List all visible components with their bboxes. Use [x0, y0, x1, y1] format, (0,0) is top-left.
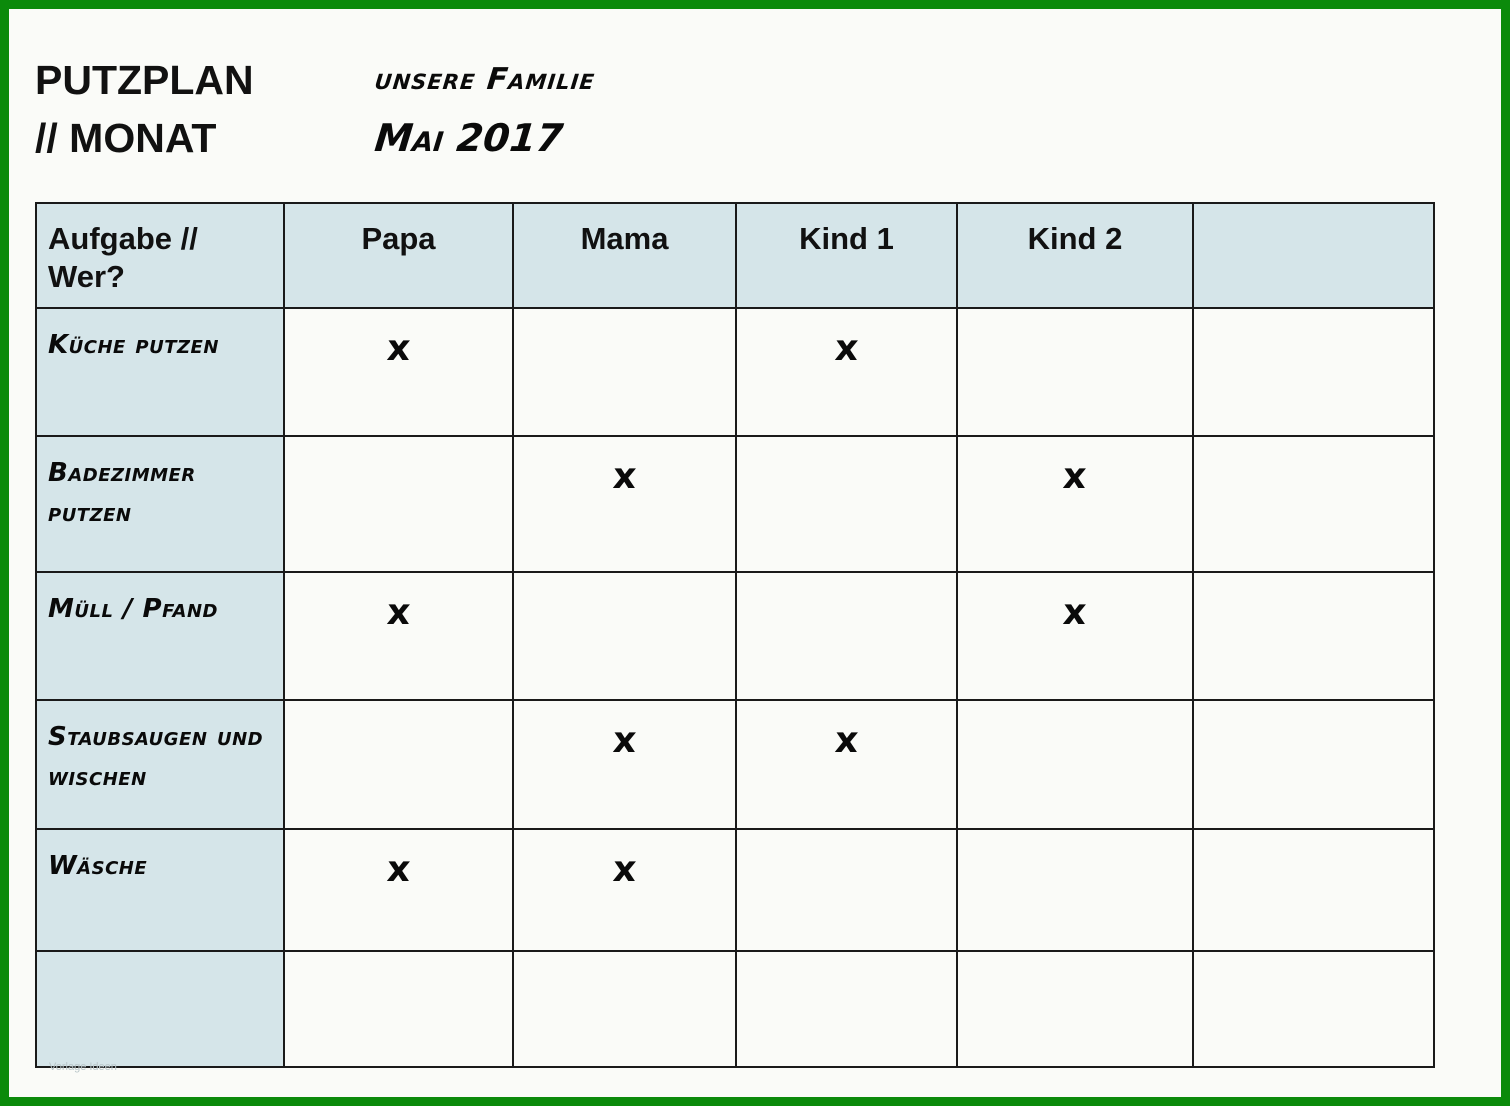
assignment-cell[interactable] — [736, 308, 957, 436]
task-label — [36, 951, 284, 1067]
check-mark: x — [833, 328, 860, 369]
assignment-cell[interactable] — [957, 572, 1193, 700]
assignment-cell[interactable] — [1193, 308, 1434, 436]
table-header-row — [36, 203, 1434, 308]
page-title — [35, 51, 254, 167]
assignment-cell[interactable] — [736, 436, 957, 572]
assignment-cell[interactable] — [513, 700, 736, 829]
assignment-cell[interactable] — [513, 829, 736, 951]
table-row — [36, 436, 1434, 572]
check-mark: x — [385, 592, 412, 633]
assignment-cell[interactable] — [957, 829, 1193, 951]
column-header-kind-2: Kind 2 — [957, 203, 1193, 308]
column-header-task: Aufgabe // Wer? — [36, 203, 284, 308]
task-label: Küche putzen — [36, 308, 284, 436]
assignment-cell[interactable] — [957, 700, 1193, 829]
check-mark: x — [833, 720, 860, 761]
check-mark: x — [611, 720, 638, 761]
title-line-2: // MONAT — [35, 115, 217, 161]
task-label: Müll / Pfand — [36, 572, 284, 700]
task-label: Badezimmer putzen — [36, 436, 284, 572]
watermark: Vorlage Ideen — [49, 1061, 117, 1073]
assignment-cell[interactable] — [736, 572, 957, 700]
check-mark: x — [1061, 592, 1089, 633]
check-mark: x — [1061, 456, 1089, 497]
assignment-cell[interactable] — [736, 700, 957, 829]
assignment-cell[interactable] — [1193, 951, 1434, 1067]
assignment-cell[interactable] — [284, 572, 513, 700]
table-row — [36, 572, 1434, 700]
assignment-cell[interactable] — [957, 308, 1193, 436]
check-mark: x — [611, 456, 638, 497]
assignment-cell[interactable] — [957, 951, 1193, 1067]
check-mark: x — [385, 328, 412, 369]
column-header-empty — [1193, 203, 1434, 308]
task-label: Wäsche — [36, 829, 284, 951]
column-header-kind-1: Kind 1 — [736, 203, 957, 308]
check-mark: x — [385, 849, 412, 890]
month-label: Mai 2017 — [372, 116, 566, 160]
assignment-cell[interactable] — [1193, 572, 1434, 700]
assignment-cell[interactable] — [284, 308, 513, 436]
column-header-papa: Papa — [284, 203, 513, 308]
column-header-mama: Mama — [513, 203, 736, 308]
table-row — [36, 700, 1434, 829]
family-label: unsere Familie — [373, 62, 597, 97]
assignment-cell[interactable] — [957, 436, 1193, 572]
assignment-cell[interactable] — [1193, 829, 1434, 951]
assignment-cell[interactable] — [284, 700, 513, 829]
assignment-cell[interactable] — [513, 572, 736, 700]
assignment-cell[interactable] — [513, 436, 736, 572]
assignment-cell[interactable] — [1193, 436, 1434, 572]
assignment-cell[interactable] — [1193, 700, 1434, 829]
cleaning-schedule-table — [35, 202, 1435, 1068]
table-row — [36, 308, 1434, 436]
assignment-cell[interactable] — [736, 829, 957, 951]
handwritten-heading — [372, 51, 597, 167]
assignment-cell[interactable] — [284, 829, 513, 951]
table-row — [36, 829, 1434, 951]
table-row — [36, 951, 1434, 1067]
assignment-cell[interactable] — [513, 951, 736, 1067]
assignment-cell[interactable] — [736, 951, 957, 1067]
assignment-cell[interactable] — [284, 951, 513, 1067]
assignment-cell[interactable] — [284, 436, 513, 572]
task-label: Staubsaugen und wischen — [36, 700, 284, 829]
check-mark: x — [611, 849, 638, 890]
assignment-cell[interactable] — [513, 308, 736, 436]
title-line-1: PUTZPLAN — [35, 57, 254, 103]
